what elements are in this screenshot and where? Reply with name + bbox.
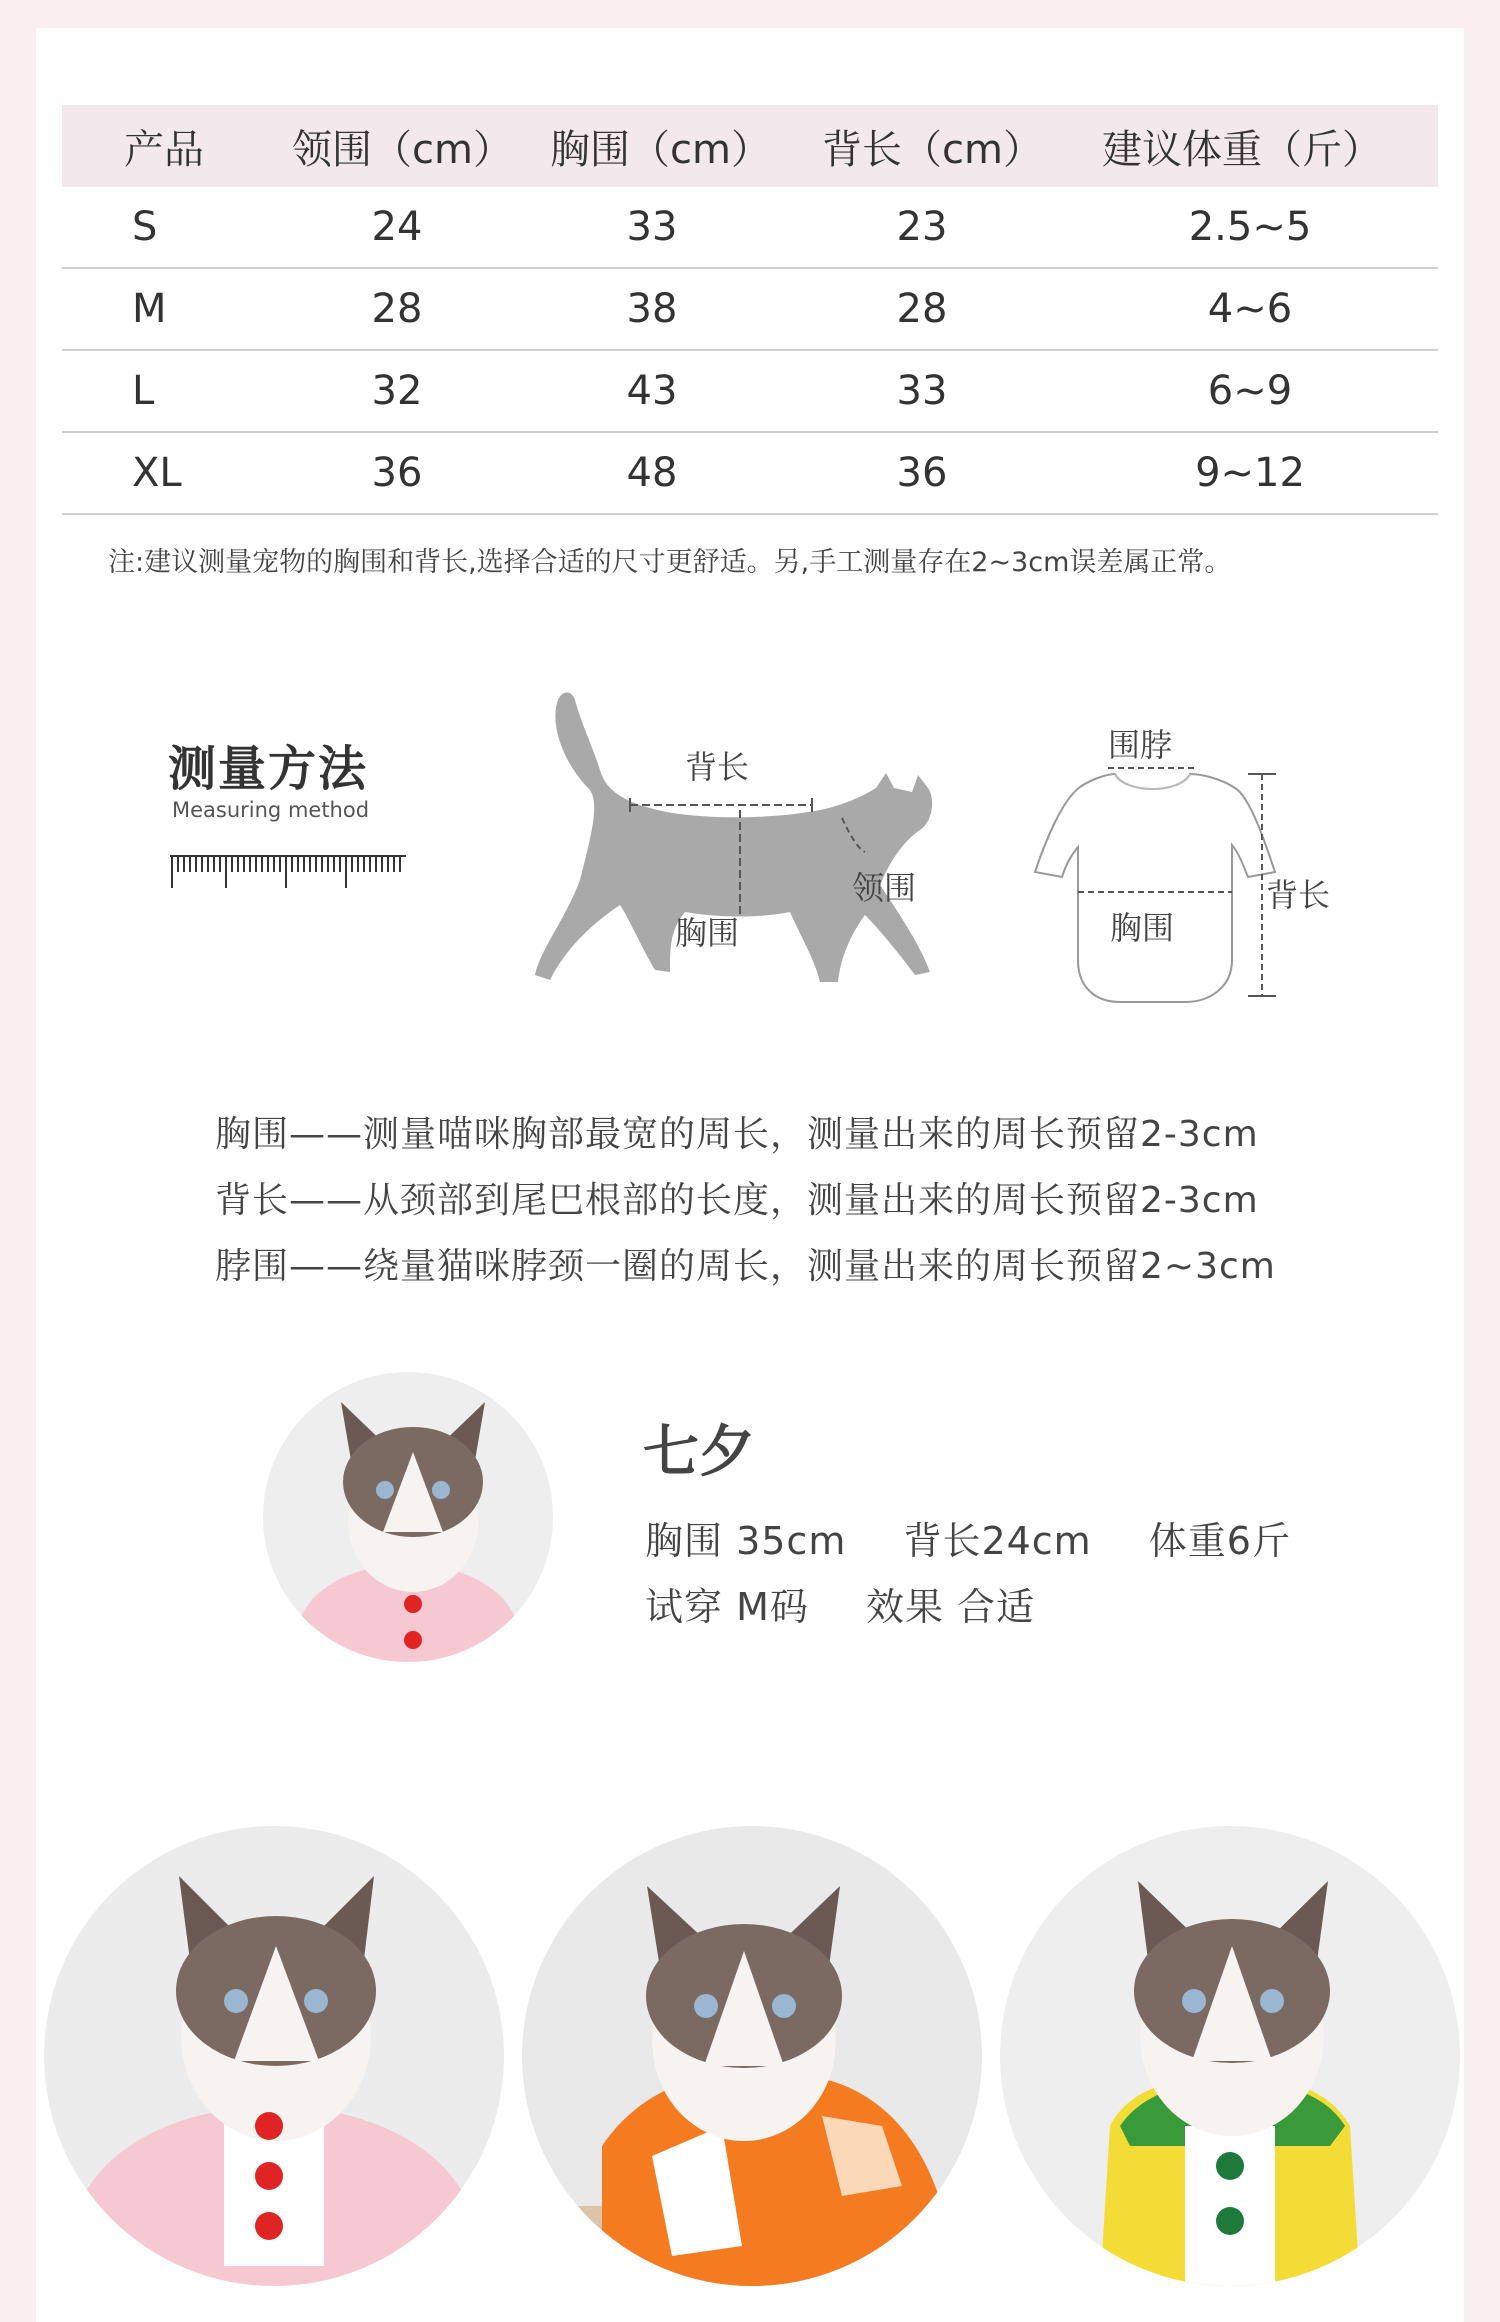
cell-neck: 32 xyxy=(371,368,423,414)
cell-weight: 4~6 xyxy=(1207,286,1293,332)
cell-weight: 9~12 xyxy=(1195,450,1305,496)
cell-chest: 33 xyxy=(626,204,678,250)
measuring-title: 测量方法 xyxy=(168,741,369,797)
cell-chest: 38 xyxy=(626,286,678,332)
cell-chest: 48 xyxy=(626,450,678,496)
cell-neck: 36 xyxy=(371,450,423,496)
table-row xyxy=(62,351,1438,433)
cat-label-chest: 胸围 xyxy=(675,914,740,952)
header-weight: 建议体重（斤） xyxy=(1102,126,1382,173)
cell-size: M xyxy=(132,286,167,332)
explanation-neck: 脖围——绕量猫咪脖颈一圈的周长，测量出来的周长预留2~3cm xyxy=(215,1246,1276,1287)
cell-weight: 6~9 xyxy=(1207,368,1293,414)
model-effect: 效果 合适 xyxy=(865,1585,1036,1629)
measurement-note: 注:建议测量宠物的胸围和背长,选择合适的尺寸更舒适。另,手工测量存在2~3cm误差属正常。 xyxy=(108,547,1232,578)
table-row xyxy=(62,269,1438,351)
product-photo-orange xyxy=(522,1826,982,2286)
cat-photo-pink xyxy=(263,1372,553,1662)
cell-size: L xyxy=(132,368,155,414)
product-photo-pineapple xyxy=(1000,1826,1460,2286)
shirt-label-back: 背长 xyxy=(1266,876,1331,914)
ruler-icon xyxy=(170,850,406,890)
cell-back: 28 xyxy=(896,286,948,332)
cell-back: 33 xyxy=(896,368,948,414)
cat-label-neck: 领围 xyxy=(852,869,917,907)
header-neck: 领围（cm） xyxy=(292,126,513,173)
cell-weight: 2.5~5 xyxy=(1188,204,1312,250)
model-chest: 胸围 35cm xyxy=(645,1519,847,1563)
cell-chest: 43 xyxy=(626,368,678,414)
model-name: 七夕 xyxy=(643,1420,755,1485)
model-measurements xyxy=(645,1510,1335,1565)
cell-back: 23 xyxy=(896,204,948,250)
model-try-on: 试穿 M码 xyxy=(645,1585,809,1629)
product-photo-pink xyxy=(44,1826,504,2286)
shirt-label-neck: 围脖 xyxy=(1108,726,1173,764)
cat-photo-pink-dress xyxy=(44,1826,504,2286)
header-back: 背长（cm） xyxy=(822,126,1043,173)
table-header xyxy=(62,105,1438,187)
header-chest: 胸围（cm） xyxy=(550,126,771,173)
table-row xyxy=(62,187,1438,269)
explanation-chest: 胸围——测量喵咪胸部最宽的周长，测量出来的周长预留2-3cm xyxy=(215,1114,1259,1155)
header-product: 产品 xyxy=(124,126,204,173)
size-table xyxy=(62,105,1438,515)
cat-photo-orange-shirt xyxy=(522,1826,982,2286)
cell-size: S xyxy=(132,204,158,250)
cell-back: 36 xyxy=(896,450,948,496)
shirt-label-chest: 胸围 xyxy=(1110,909,1175,947)
model-fit xyxy=(645,1576,1079,1631)
cat-photo-pineapple-shirt xyxy=(1000,1826,1460,2286)
cell-neck: 24 xyxy=(371,204,423,250)
model-back: 背长24cm xyxy=(903,1519,1092,1563)
shirt-outline xyxy=(1035,774,1275,1002)
cat-label-back: 背长 xyxy=(685,748,750,786)
model-photo xyxy=(263,1372,553,1662)
model-weight: 体重6斤 xyxy=(1148,1519,1291,1563)
measuring-subtitle: Measuring method xyxy=(172,798,370,822)
cell-neck: 28 xyxy=(371,286,423,332)
table-row xyxy=(62,433,1438,515)
explanation-back: 背长——从颈部到尾巴根部的长度，测量出来的周长预留2-3cm xyxy=(215,1180,1259,1221)
cell-size: XL xyxy=(132,450,182,496)
